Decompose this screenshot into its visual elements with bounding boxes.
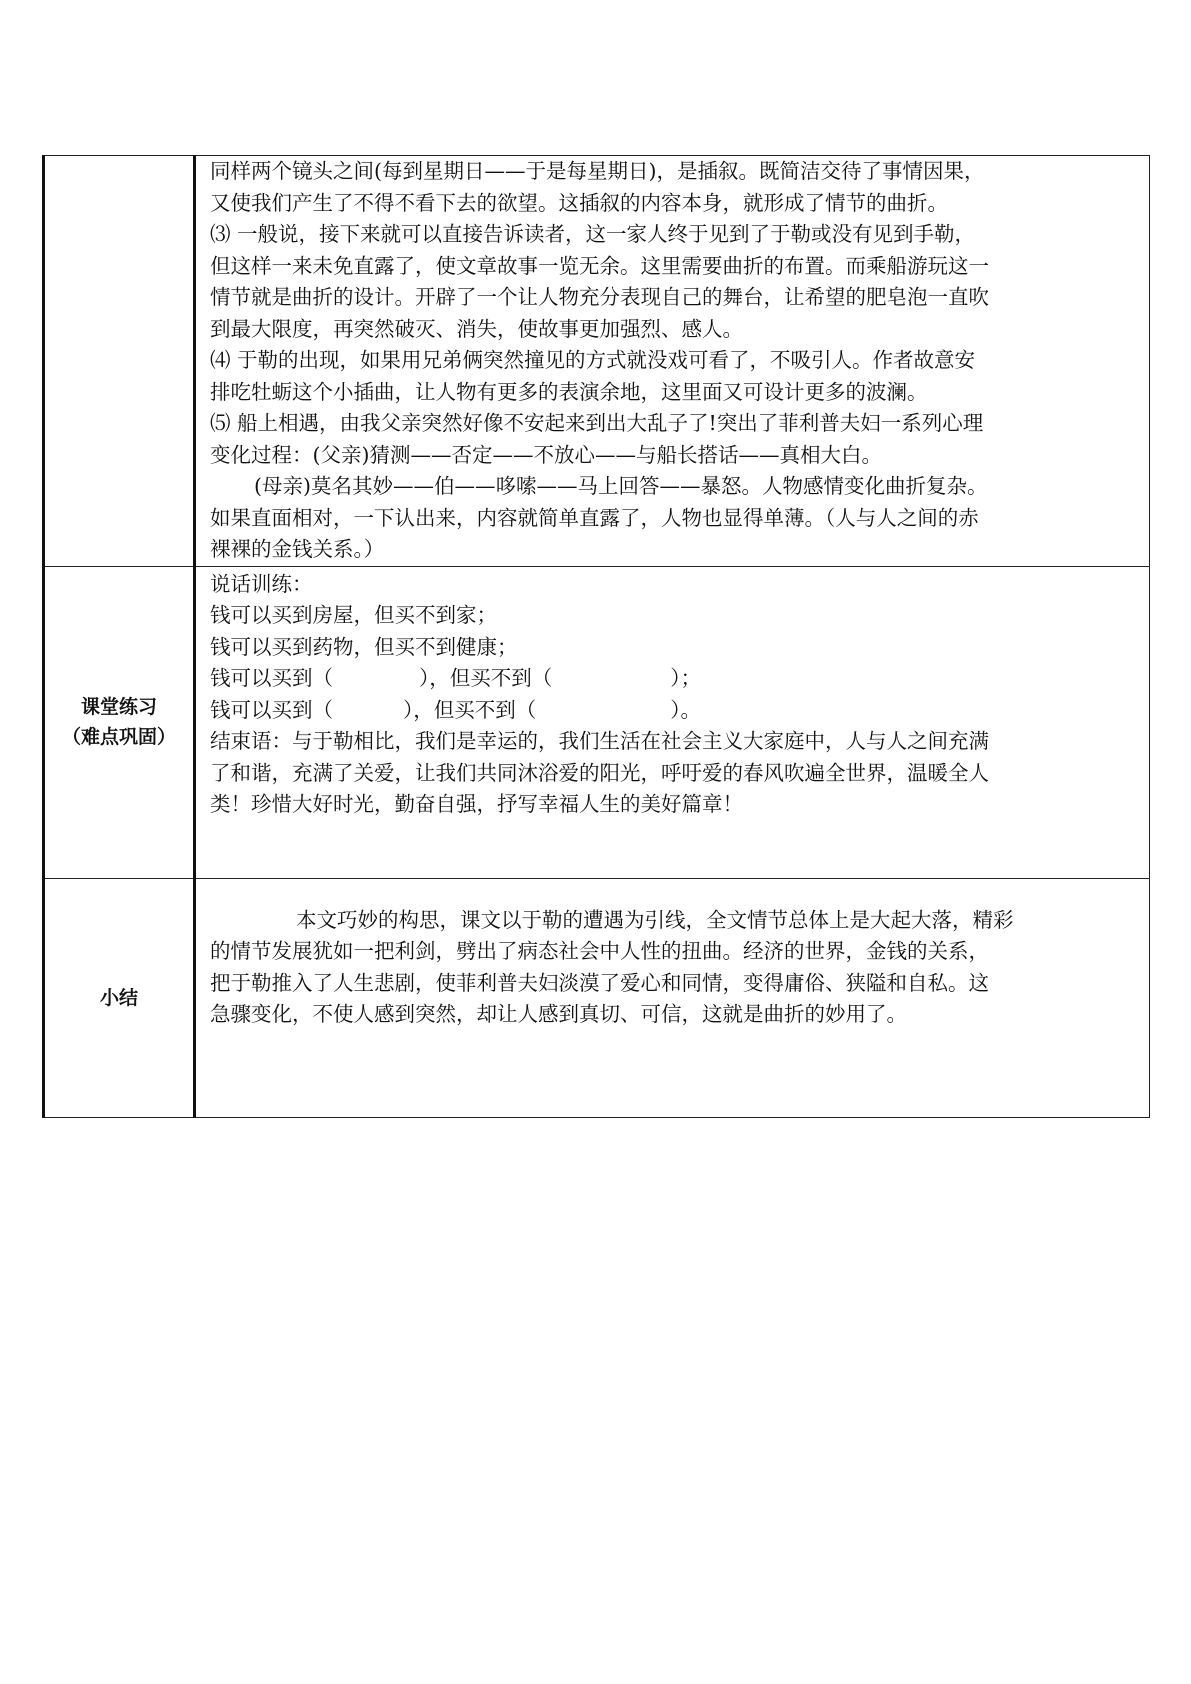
practice-row xyxy=(44,566,1150,878)
text-line: 到最大限度，再突然破灭、消失，使故事更加强烈、感人。 xyxy=(210,316,743,341)
fill-in-line-1 xyxy=(210,663,1137,695)
text-line: 情节就是曲折的设计。开辟了一个让人物充分表现自己的舞台，让希望的肥皂泡一直吹 xyxy=(210,285,989,309)
text-line: 了和谐，充满了关爱，让我们共同沐浴爱的阳光，呼吁爱的春风吹遍全世界，温暖全人 xyxy=(210,760,989,785)
text-line: ⑷ 于勒的出现，如果用兄弟俩突然撞见的方式就没戏可看了，不吸引人。作者故意安 xyxy=(210,348,976,372)
text-line: 裸裸的金钱关系。） xyxy=(210,537,385,561)
practice-content-cell xyxy=(195,566,1150,878)
practice-label-cell xyxy=(44,566,195,878)
lesson-table xyxy=(42,155,1150,1118)
text-line: (母亲)莫名其妙——伯——哆嗦——马上回答——暴怒。人物感情变化曲折复杂。 xyxy=(254,474,988,498)
analysis-content xyxy=(196,156,1149,566)
analysis-label-cell xyxy=(44,156,195,567)
practice-sublabel: （难点巩固） xyxy=(61,726,176,748)
fill-text: ）。 xyxy=(670,697,701,722)
text-line: 变化过程：(父亲)猜测——否定——不放心——与船长搭话——真相大白。 xyxy=(210,442,882,467)
summary-content xyxy=(196,879,1149,1031)
blank-space xyxy=(552,663,670,695)
text-line: ⑶ 一般说，接下来就可以直接告诉读者，这一家人终于见到了于勒或没有见到手勒， xyxy=(210,222,976,246)
analysis-row xyxy=(44,156,1150,567)
text-line: 排吃牡蛎这个小插曲，让人物有更多的表演余地，这里面又可设计更多的波澜。 xyxy=(210,379,928,404)
practice-label: 课堂练习 xyxy=(80,696,157,718)
text-line: 钱可以买到房屋，但买不到家； xyxy=(210,603,497,627)
text-line: 类！珍惜大好时光，勤奋自强，抒写幸福人生的美好篇章！ xyxy=(210,792,743,816)
fill-in-line-2 xyxy=(210,695,1137,727)
text-line: 急骤变化，不使人感到突然，却让人感到真切、可信，这就是曲折的妙用了。 xyxy=(210,1002,907,1026)
text-line: 说话训练： xyxy=(210,571,313,596)
summary-row xyxy=(44,878,1150,1117)
fill-text: ）； xyxy=(670,666,701,690)
summary-label: 小结 xyxy=(99,986,138,1009)
fill-text: ），但买不到（ xyxy=(419,666,553,690)
text-line: 如果直面相对，一下认出来，内容就简单直露了，人物也显得单薄。（人与人之间的赤 xyxy=(210,505,979,530)
text-line: 结束语：与于勒相比，我们是幸运的，我们生活在社会主义大家庭中，人与人之间充满 xyxy=(210,729,989,753)
text-line: ⑸ 船上相遇，由我父亲突然好像不安起来到出大乱子了!突出了菲利普夫妇一系列心理 xyxy=(210,411,984,435)
blank-space xyxy=(536,695,670,727)
blank-space xyxy=(333,695,403,727)
blank-space xyxy=(333,663,419,695)
text-line: 把于勒推入了人生悲剧，使菲利普夫妇淡漠了爱心和同情，变得庸俗、狭隘和自私。这 xyxy=(210,970,989,995)
text-line: 本文巧妙的构思，课文以于勒的遭遇为引线，全文情节总体上是大起大落，精彩 xyxy=(296,907,1014,932)
text-line: 但这样一来未免直露了，使文章故事一览无余。这里需要曲折的布置。而乘船游玩这一 xyxy=(210,253,989,278)
fill-text: 钱可以买到（ xyxy=(210,697,333,722)
fill-text: 钱可以买到（ xyxy=(210,666,333,690)
fill-text: ），但买不到（ xyxy=(403,697,537,722)
summary-label-cell xyxy=(44,878,195,1117)
analysis-content-cell xyxy=(195,156,1150,567)
practice-content xyxy=(196,567,1149,821)
text-line: 又使我们产生了不得不看下去的欲望。这插叙的内容本身，就形成了情节的曲折。 xyxy=(210,190,948,215)
summary-content-cell xyxy=(195,878,1150,1117)
text-line: 同样两个镜头之间(每到星期日——于是每星期日)，是插叙。既简洁交待了事情因果， xyxy=(210,159,985,183)
text-line: 的情节发展犹如一把利剑，劈出了病态社会中人性的扭曲。经济的世界，金钱的关系， xyxy=(210,939,989,963)
text-line: 钱可以买到药物，但买不到健康； xyxy=(210,634,518,659)
